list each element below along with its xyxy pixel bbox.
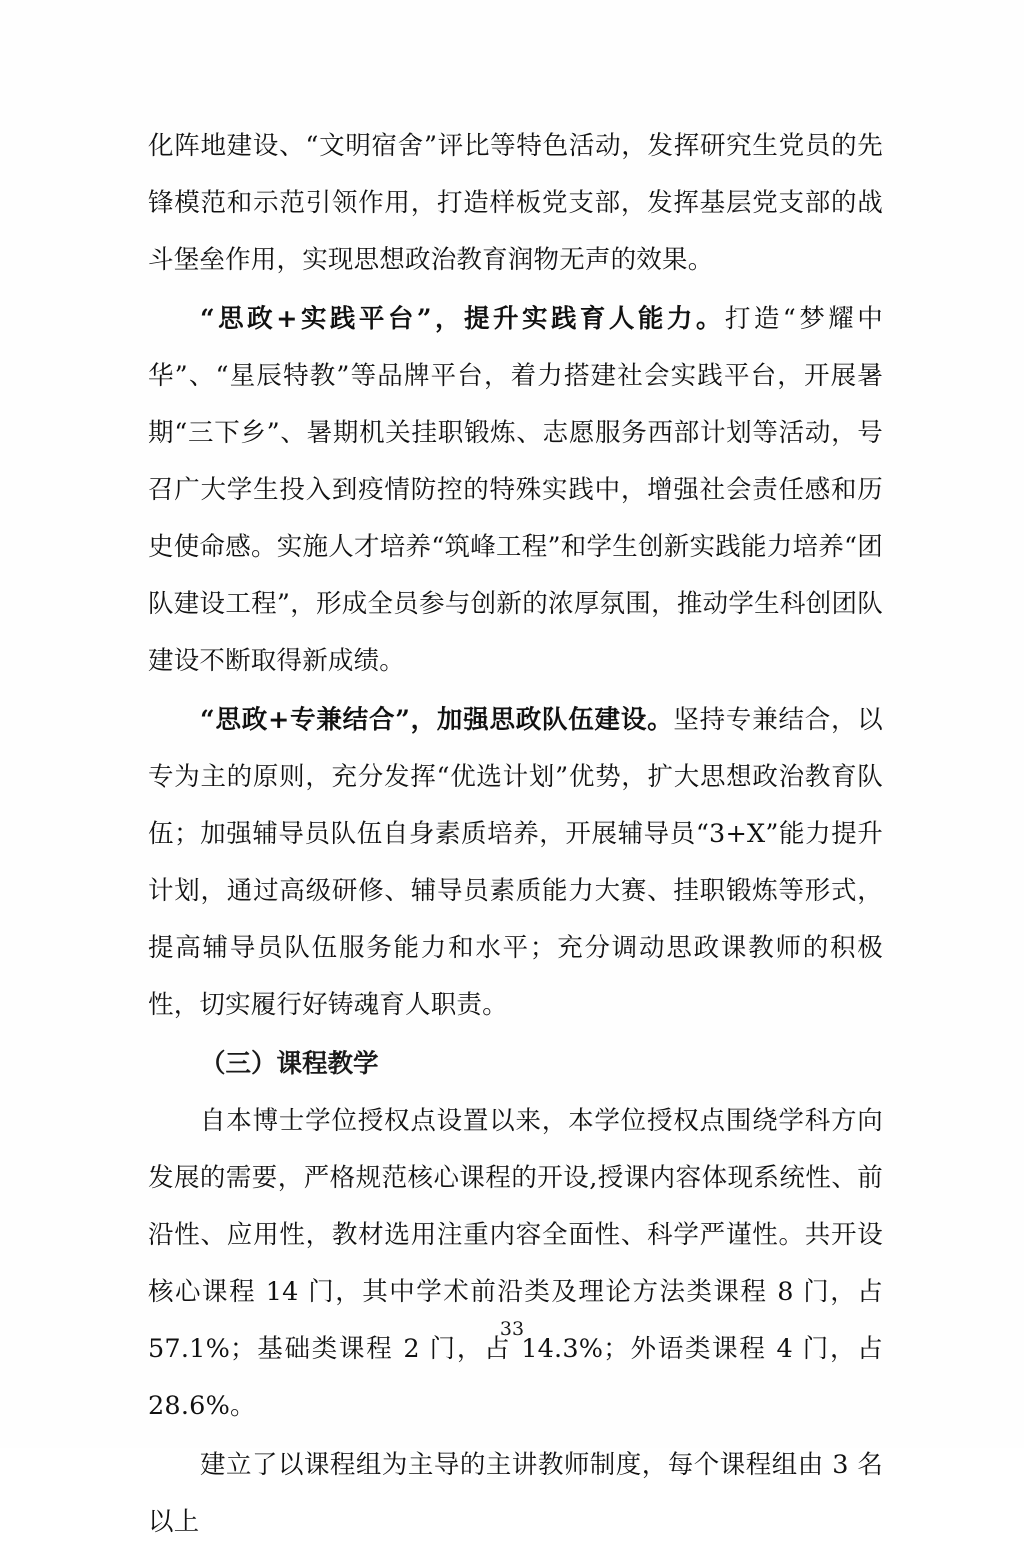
paragraph-continued: 化阵地建设、“文明宿舍”评比等特色活动，发挥研究生党员的先锋模范和示范引领作用，打造样板党支部，发挥基层党支部的战斗堡垒作用，实现思想政治教育润物无声的效果。 bbox=[148, 131, 883, 275]
paragraph-body-practice-platform: 打造“梦耀中华”、“星辰特教”等品牌平台，着力搭建社会实践平台，开展暑期“三下乡”、暑期机关挂职锻炼、志愿服务西部计划等活动，号召广大学生投入到疫情防控的特殊实践中，增强社会责任感和历史使命感。实施人才培养“筑峰工程”和学生创新实践能力培养“团队建设工程”，形成全员参与创新的浓厚氛围，推动学生科创团队建设不断取得新成绩。 bbox=[148, 304, 883, 676]
page-number: 33 bbox=[499, 1318, 525, 1340]
paragraph-body-team-building: 坚持专兼结合，以专为主的原则，充分发挥“优选计划”优势，扩大思想政治教育队伍；加强辅导员队伍自身素质培养，开展辅导员“3+X”能力提升计划，通过高级研修、辅导员素质能力大赛、挂职锻炼等形式，提高辅导员队伍服务能力和水平；充分调动思政课教师的积极性，切实履行好铸魂育人职责。 bbox=[148, 705, 883, 1020]
section-heading-course-teaching: （三）课程教学 bbox=[200, 1049, 379, 1079]
paragraph-core-courses: 自本博士学位授权点设置以来，本学位授权点围绕学科方向发展的需要，严格规范核心课程的开设,授课内容体现系统性、前沿性、应用性，教材选用注重内容全面性、科学严谨性。共开设核心课程 14 门，其中学术前沿类及理论方法类课程 8 门，占 57.1%；基础类课程 2 门，占 14.3%；外语类课程 4 门，占 28.6%。 bbox=[148, 1106, 883, 1421]
paragraph-lead-team-building: “思政+专兼结合”，加强思政队伍建设。 bbox=[200, 705, 674, 735]
paragraph-lead-practice-platform: “思政+实践平台”，提升实践育人能力。 bbox=[200, 304, 725, 334]
paragraph-teaching-group: 建立了以课程组为主导的主讲教师制度，每个课程组由 3 名以上 bbox=[148, 1450, 883, 1537]
paragraph-team-building bbox=[148, 692, 883, 1034]
paragraph-practice-platform bbox=[148, 291, 883, 690]
